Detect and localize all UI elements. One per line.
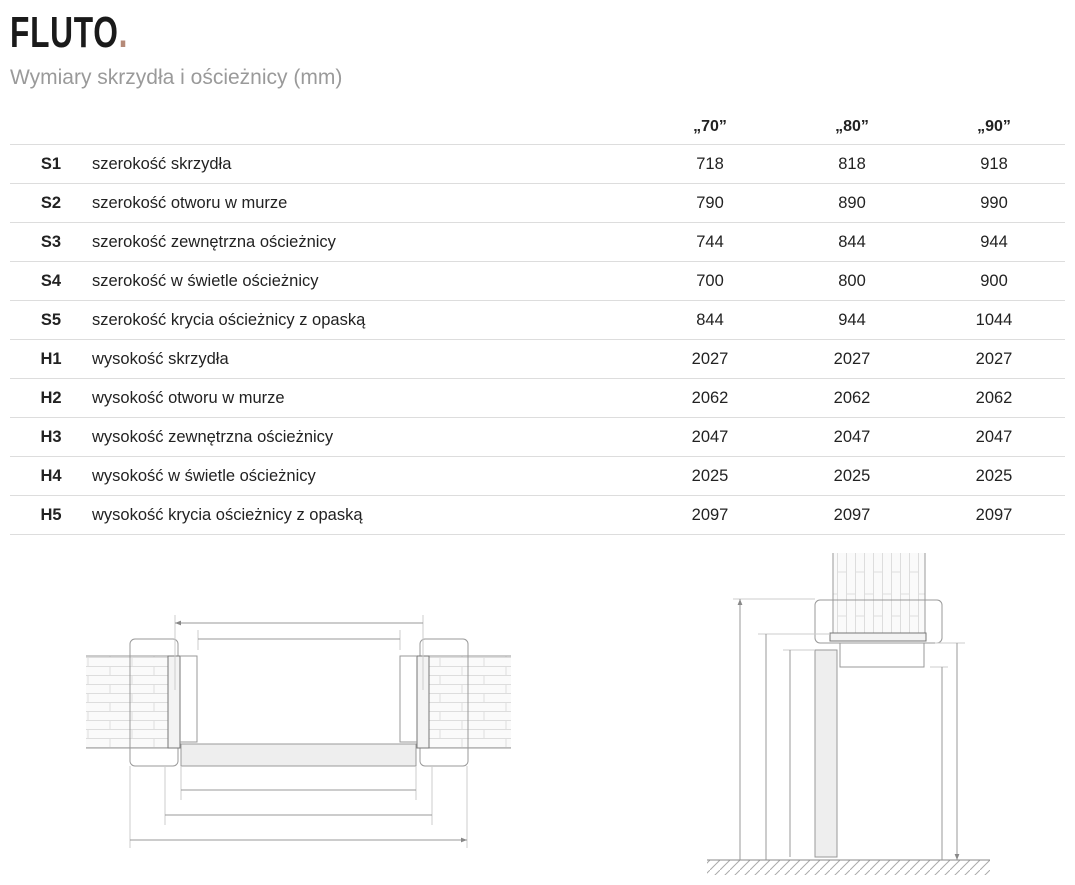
row-code: H2 (10, 379, 92, 418)
row-label: szerokość zewnętrzna ościeżnicy (92, 223, 639, 262)
row-value: 718 (639, 145, 781, 184)
row-value: 2027 (639, 340, 781, 379)
row-value: 944 (781, 301, 923, 340)
row-value: 818 (781, 145, 923, 184)
row-value: 800 (781, 262, 923, 301)
row-value: 1044 (923, 301, 1065, 340)
row-value: 990 (923, 184, 1065, 223)
row-value: 2047 (781, 418, 923, 457)
row-value: 844 (781, 223, 923, 262)
row-value: 2097 (639, 496, 781, 535)
row-label: wysokość krycia ościeżnicy z opaską (92, 496, 639, 535)
row-value: 2025 (639, 457, 781, 496)
row-value: 918 (923, 145, 1065, 184)
row-code: S2 (10, 184, 92, 223)
row-value: 2027 (923, 340, 1065, 379)
row-value: 2047 (639, 418, 781, 457)
row-label: szerokość otworu w murze (92, 184, 639, 223)
row-value: 744 (639, 223, 781, 262)
row-label: wysokość w świetle ościeżnicy (92, 457, 639, 496)
row-code: H5 (10, 496, 92, 535)
row-value: 2025 (781, 457, 923, 496)
vertical-section-drawing (707, 553, 990, 875)
row-label: szerokość w świetle ościeżnicy (92, 262, 639, 301)
row-code: S1 (10, 145, 92, 184)
column-header: „80” (835, 118, 869, 135)
row-value: 2062 (923, 379, 1065, 418)
horizontal-section-drawing (86, 615, 511, 848)
row-label: szerokość krycia ościeżnicy z opaską (92, 301, 639, 340)
row-label: wysokość otworu w murze (92, 379, 639, 418)
row-value: 2062 (781, 379, 923, 418)
row-value: 2025 (923, 457, 1065, 496)
brand-name: FLUTO (10, 8, 119, 57)
row-code: H3 (10, 418, 92, 457)
row-value: 2097 (923, 496, 1065, 535)
row-value: 900 (923, 262, 1065, 301)
brand-dot: . (118, 8, 129, 57)
page-title: Wymiary skrzydła i ościeżnicy (mm) (10, 66, 343, 89)
row-value: 944 (923, 223, 1065, 262)
row-value: 2062 (639, 379, 781, 418)
row-label: wysokość zewnętrzna ościeżnicy (92, 418, 639, 457)
row-code: S3 (10, 223, 92, 262)
column-header: „90” (977, 118, 1011, 135)
row-value: 700 (639, 262, 781, 301)
row-code: H4 (10, 457, 92, 496)
column-header: „70” (693, 118, 727, 135)
row-value: 2097 (781, 496, 923, 535)
row-value: 2027 (781, 340, 923, 379)
row-code: H1 (10, 340, 92, 379)
row-value: 790 (639, 184, 781, 223)
row-value: 890 (781, 184, 923, 223)
row-value: 844 (639, 301, 781, 340)
row-code: S4 (10, 262, 92, 301)
row-value: 2047 (923, 418, 1065, 457)
row-label: wysokość skrzydła (92, 340, 639, 379)
row-code: S5 (10, 301, 92, 340)
row-label: szerokość skrzydła (92, 145, 639, 184)
